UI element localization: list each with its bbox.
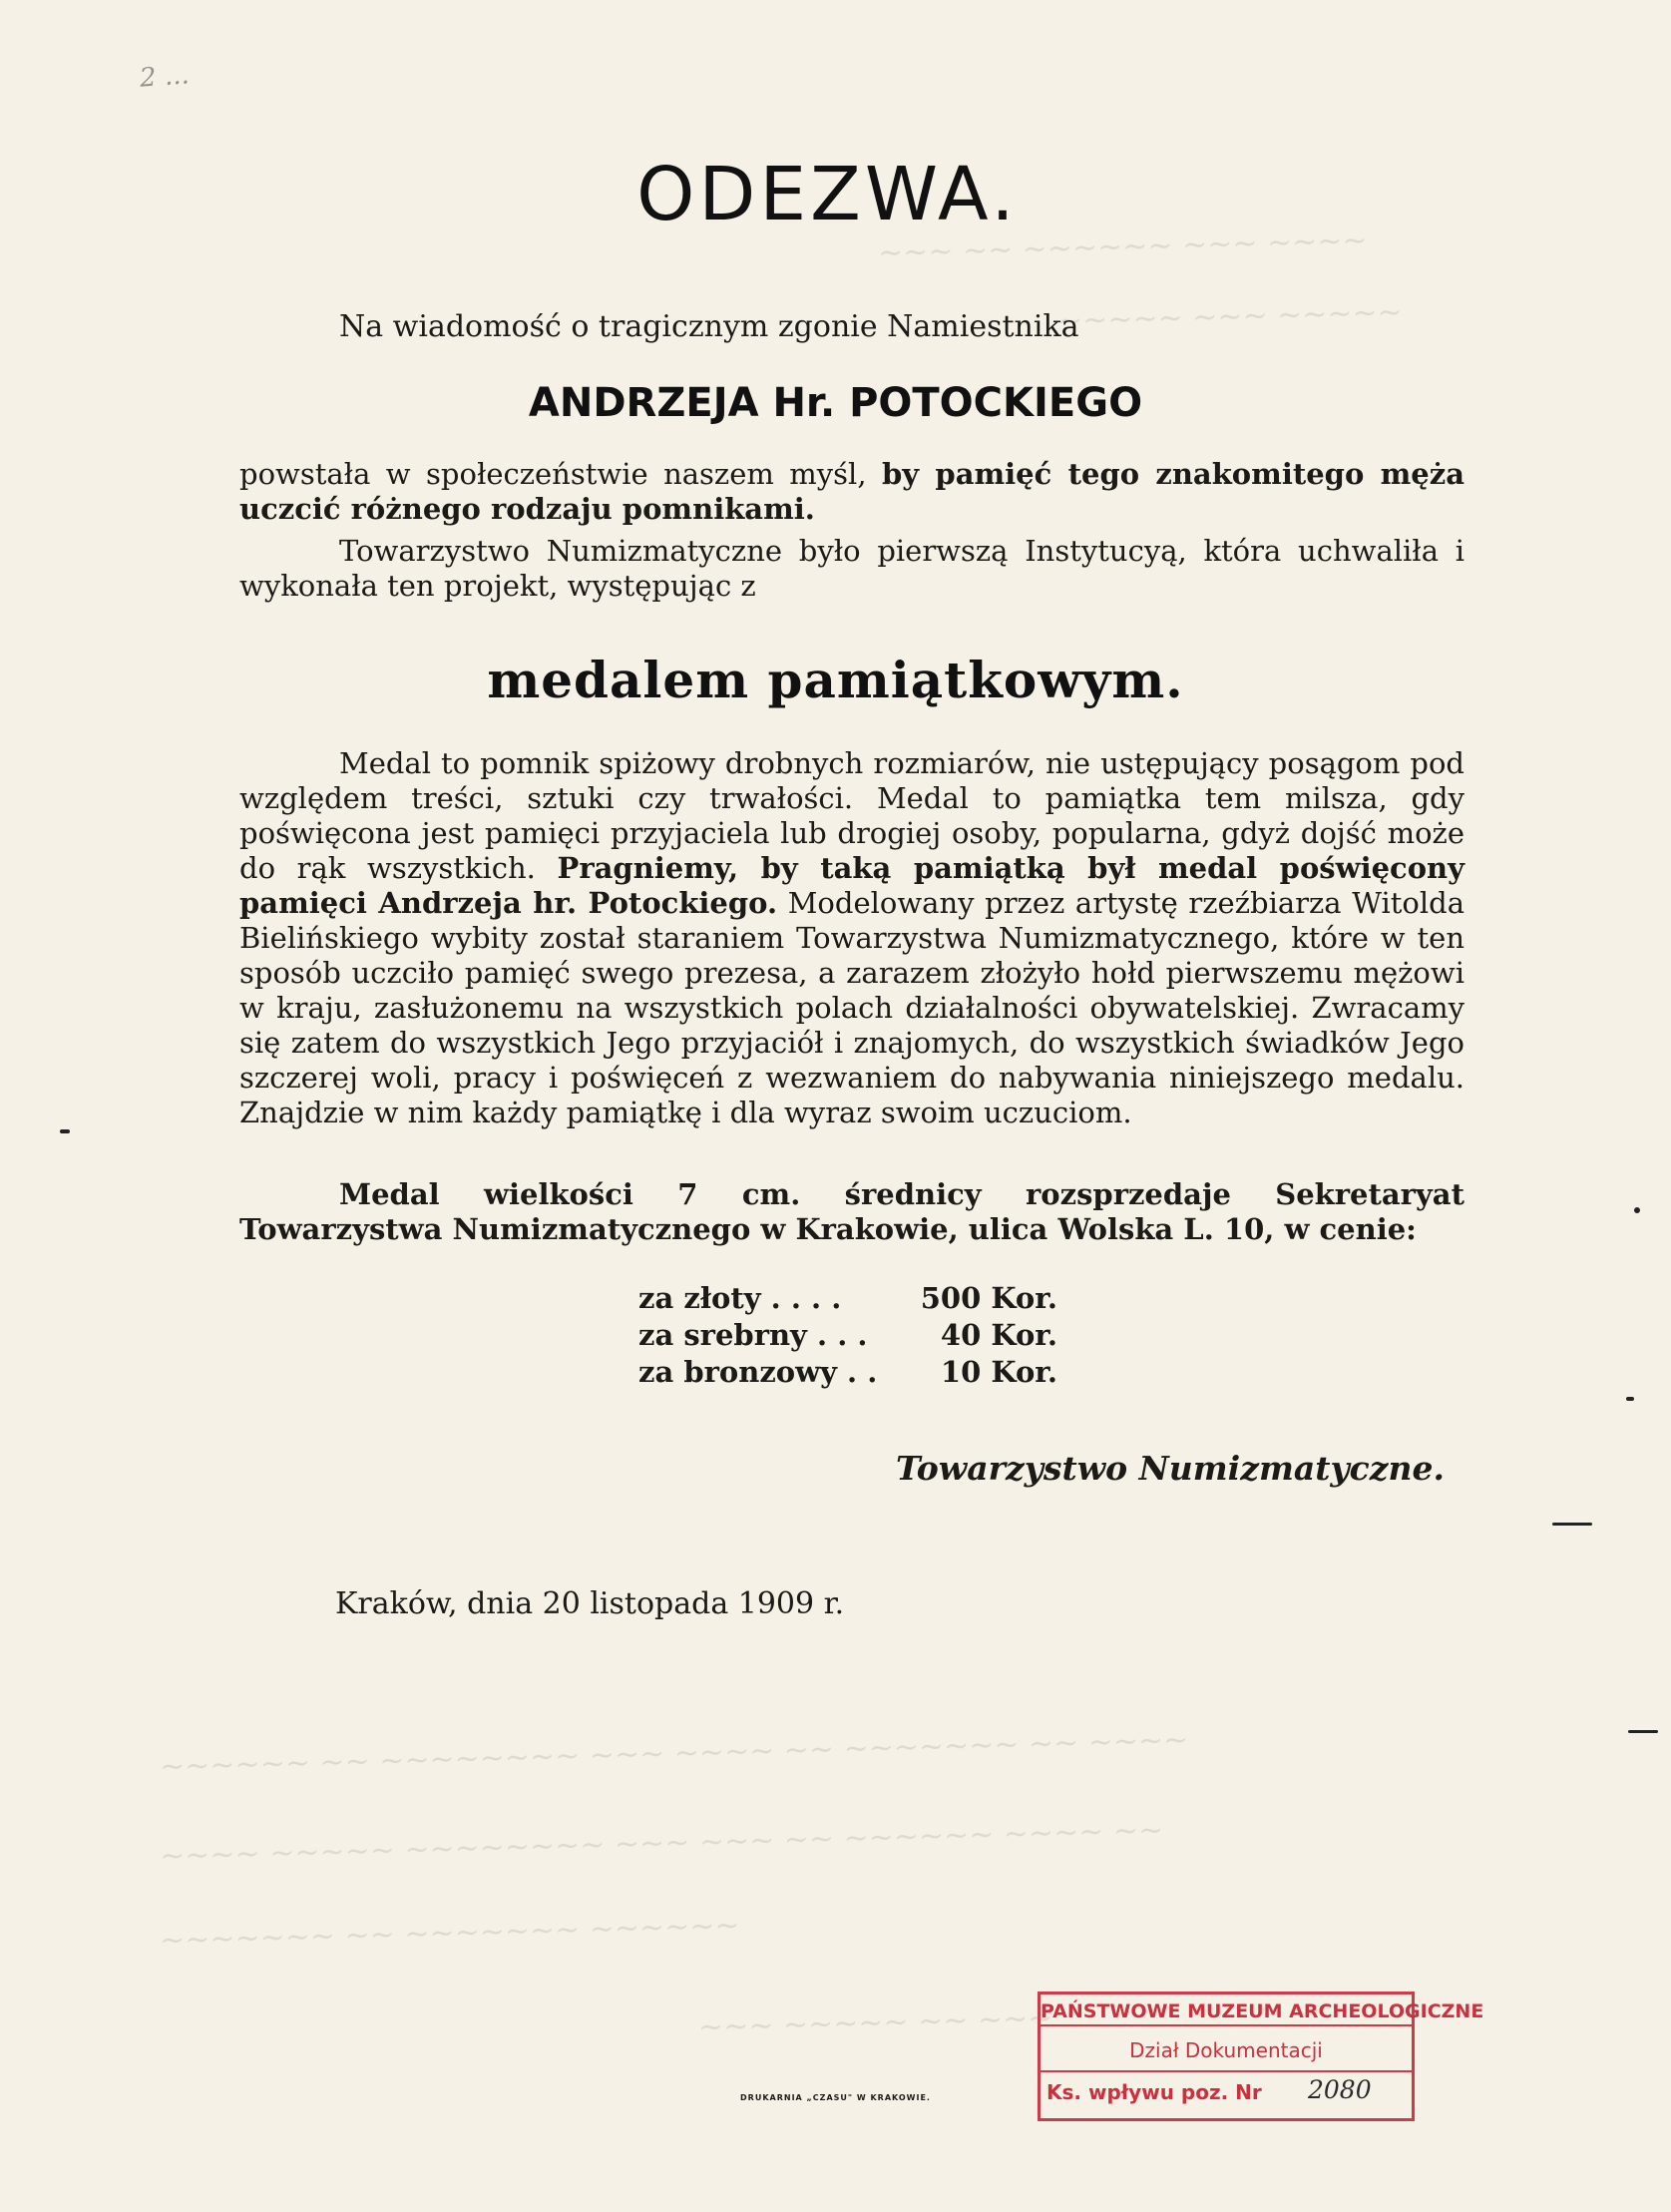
paragraph-3-continuation: Modelowany przez artystę rzeźbiarza Witolda Bielińskiego wybity został staraniem Towarzystwa Numizmatycznego, które w ten sposób uczciło pamięć swego prezesa, a zarazem złożyło hołd pierwszemu mężowi w kraju, zasłużonemu na wszystkich polach działalności obywatelskiej. Zwracamy się zatem do wszystkich Jego przyjaciół i znajomych, do wszystkich świadków Jego szczerej woli, pracy i poświęceń z wezwaniem do nabywania niniejszego medalu. Znajdzie w nim każdy pamiątkę i dla wyraz swoim uczuciom. [239, 886, 1465, 1129]
show-through-handwriting: ~~~ ~~ ~~~~~~ ~~~ ~~~~ [877, 222, 1368, 271]
stamp-register-row [1041, 2070, 1412, 2110]
paragraph-4 [239, 1177, 1464, 1247]
show-through-handwriting: ~~~~~ ~~~ ~~~~~ [1056, 294, 1404, 339]
paragraph-1-emphasis: by pamięć tego znakomitego męża uczcić różnego rodzaju pomnikami. [239, 457, 1465, 526]
price-value: 40 Kor. [940, 1318, 1057, 1352]
paragraph-2 [239, 534, 1464, 604]
price-row [638, 1280, 1057, 1317]
show-through-handwriting: ~~~~ ~~~~~ ~~~~~~~~ ~~~ ~~~ ~~ ~~~~~~ ~~~~ ~~ [159, 1812, 1164, 1875]
price-list [638, 1280, 1057, 1391]
paragraph-3-text: Medal to pomnik spiżowy drobnych rozmiarów, nie ustępujący posągom pod względem treści, sztuki czy trwałości. Medal to pamiątka tem milsza, gdy poświęcona jest pamięci przyjaciela lub drogiej osoby, popularna, gdyż dojść może do rąk wszystkich. [239, 746, 1464, 885]
ink-speck [1628, 1730, 1658, 1733]
dateline: Kraków, dnia 20 listopada 1909 r. [335, 1586, 845, 1621]
name-line: ANDRZEJA Hr. POTOCKIEGO [528, 380, 1143, 426]
stamp-register-label: Ks. wpływu poz. Nr [1046, 2080, 1262, 2104]
show-through-handwriting: ~~~~~~~ ~~ ~~~~~~~ ~~~~~~ [159, 1908, 740, 1959]
paragraph-3 [239, 746, 1464, 1130]
pencil-note: 2 ... [139, 60, 191, 94]
stamp-register-number: 2080 [1308, 2075, 1372, 2104]
intro-line: Na wiadomość o tragicznym zgonie Namiestnika [339, 309, 1079, 344]
ink-speck [1634, 1207, 1640, 1213]
paragraph-4-text: Medal wielkości 7 cm. średnicy rozsprzedaje Sekretaryat Towarzystwa Numizmatycznego w Krakowie, ulica Wolska L. 10, w cenie: [239, 1177, 1464, 1246]
price-label: za bronzowy . . [638, 1355, 878, 1389]
page-title: ODEZWA. [636, 152, 1019, 237]
ink-speck [1626, 1397, 1634, 1401]
stamp-department: Dział Dokumentacji [1129, 2038, 1323, 2062]
price-row [638, 1354, 1057, 1391]
price-value: 500 Kor. [920, 1281, 1057, 1315]
paragraph-1 [239, 457, 1464, 527]
price-label: za złoty . . . . [638, 1281, 842, 1315]
printer-mark: DRUKARNIA „CZASU" W KRAKOWIE. [740, 2093, 931, 2102]
show-through-handwriting: ~~~~~~ ~~ ~~~~~~~~ ~~~ ~~~~ ~~ ~~~~~~~ ~~ ~~~~ [159, 1722, 1189, 1785]
paragraph-2-text: Towarzystwo Numizmatyczne było pierwszą Instytucyą, która uchwaliła i wykonała ten projekt, występując z [239, 534, 1464, 603]
paragraph-3-emphasis: Pragniemy, by taką pamiątką był medal poświęcony pamięci Andrzeja hr. Potockiego. [239, 851, 1464, 920]
paragraph-1-text: powstała w społeczeństwie naszem myśl, [239, 457, 882, 491]
medal-heading: medalem pamiątkowym. [487, 651, 1184, 709]
price-value: 10 Kor. [940, 1355, 1057, 1389]
price-row [638, 1317, 1057, 1354]
ink-speck [60, 1129, 70, 1133]
ink-speck [1552, 1523, 1592, 1526]
signature: Towarzystwo Numizmatyczne. [896, 1449, 1445, 1488]
show-through-handwriting: ~~~ ~~~~~ ~~ ~~~ [697, 2000, 1053, 2045]
stamp-institution: PAŃSTWOWE MUZEUM ARCHEOLOGICZNE [1041, 2000, 1412, 2026]
price-label: za srebrny . . . [638, 1318, 868, 1352]
